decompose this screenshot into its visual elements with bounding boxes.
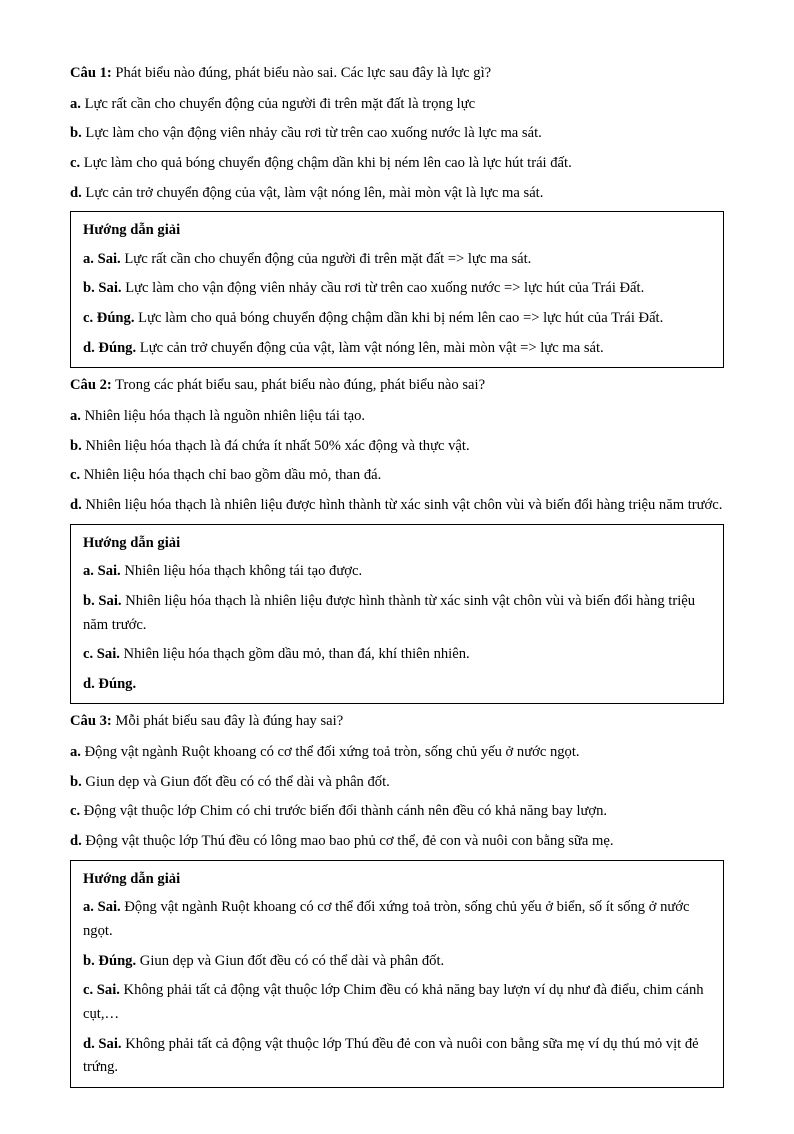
solution-text: Nhiên liệu hóa thạch là nhiên liệu được hình thành từ xác sinh vật chôn vùi và biến đổi hàng triệu năm trước. <box>83 592 696 633</box>
option-text: Động vật ngành Ruột khoang có cơ thể đối xứng toả tròn, sống chủ yếu ở nước ngọt. <box>84 744 580 761</box>
solution-box <box>70 524 724 705</box>
option-text: Giun dẹp và Giun đốt đều có có thể dài và phân đốt. <box>85 773 390 790</box>
question-text: Mỗi phát biểu sau đây là đúng hay sai? <box>115 713 344 730</box>
solution-text: Lực làm cho quả bóng chuyển động chậm dần khi bị ném lên cao => lực hút của Trái Đất. <box>138 310 664 327</box>
question-block <box>70 62 724 368</box>
solution-lead: b. Sai. <box>83 592 122 609</box>
solution-item-d <box>83 673 713 697</box>
solution-text: Không phải tất cả động vật thuộc lớp Chim đều có khả năng bay lượn ví dụ như đà điểu, chim cánh cụt,… <box>83 982 704 1022</box>
question-text: Trong các phát biểu sau, phát biểu nào đúng, phát biểu nào sai? <box>115 377 486 394</box>
option-b <box>70 771 724 795</box>
solution-item-b <box>83 950 713 974</box>
solution-item-d <box>83 1033 713 1080</box>
option-text: Lực làm cho vận động viên nhảy cầu rơi từ trên cao xuống nước là lực ma sát. <box>85 125 542 142</box>
option-text: Nhiên liệu hóa thạch chỉ bao gồm dầu mỏ, than đá. <box>83 467 382 484</box>
question-heading <box>70 62 724 86</box>
solution-title: Hướng dẫn giải <box>83 534 181 551</box>
question-label: Câu 1: <box>70 65 112 81</box>
option-lead: d. <box>70 496 82 513</box>
option-lead: b. <box>70 125 82 142</box>
solution-lead: c. Sai. <box>83 982 120 999</box>
option-d <box>70 182 724 206</box>
option-b <box>70 435 724 459</box>
solution-lead: d. Đúng. <box>83 339 137 356</box>
solution-text: Động vật ngành Ruột khoang có cơ thể đối xứng toả tròn, sống chủ yếu ở biển, số ít sống ở nước ngọt. <box>83 899 690 939</box>
solution-lead: a. Sai. <box>83 899 121 916</box>
solution-title: Hướng dẫn giải <box>83 222 181 239</box>
option-text: Lực rất cần cho chuyển động của người đi trên mặt đất là trọng lực <box>84 95 476 112</box>
solution-item-a <box>83 896 713 943</box>
option-lead: b. <box>70 437 82 454</box>
option-text: Lực làm cho quả bóng chuyển động chậm dần khi bị ném lên cao là lực hút trái đất. <box>83 154 572 171</box>
solution-item-d <box>83 337 713 361</box>
solution-lead: d. Đúng. <box>83 675 137 692</box>
solution-lead: a. Sai. <box>83 563 121 580</box>
option-lead: a. <box>70 408 81 425</box>
solution-item-a <box>83 248 713 272</box>
option-lead: b. <box>70 773 82 790</box>
solution-item-b <box>83 590 713 637</box>
document-body <box>70 62 724 1088</box>
solution-title: Hướng dẫn giải <box>83 870 181 887</box>
solution-box <box>70 860 724 1088</box>
option-text: Nhiên liệu hóa thạch là đá chứa ít nhất 50% xác động và thực vật. <box>85 437 470 454</box>
option-c <box>70 800 724 824</box>
question-text: Phát biểu nào đúng, phát biểu nào sai. Các lực sau đây là lực gì? <box>115 65 492 81</box>
option-text: Nhiên liệu hóa thạch là nhiên liệu được hình thành từ xác sinh vật chôn vùi và biến đổi hàng triệu năm trước. <box>85 496 723 513</box>
solution-box <box>70 211 724 368</box>
option-d <box>70 494 724 518</box>
solution-lead: c. Đúng. <box>83 310 135 327</box>
solution-text: Giun dẹp và Giun đốt đều có có thể dài và phân đốt. <box>139 952 445 969</box>
option-lead: c. <box>70 467 81 484</box>
solution-item-b <box>83 277 713 301</box>
solution-text: Lực cản trở chuyển động của vật, làm vật nóng lên, mài mòn vật => lực ma sát. <box>139 339 604 356</box>
question-block <box>70 710 724 1087</box>
solution-text: Nhiên liệu hóa thạch không tái tạo được. <box>124 563 363 580</box>
option-text: Lực cản trở chuyển động của vật, làm vật nóng lên, mài mòn vật là lực ma sát. <box>85 184 544 201</box>
option-a <box>70 741 724 765</box>
solution-lead: a. Sai. <box>83 250 121 267</box>
solution-item-c <box>83 307 713 331</box>
solution-text: Nhiên liệu hóa thạch gồm dầu mỏ, than đá, khí thiên nhiên. <box>123 646 470 663</box>
option-lead: c. <box>70 154 81 171</box>
option-a <box>70 93 724 117</box>
solution-lead: b. Đúng. <box>83 952 137 969</box>
option-d <box>70 830 724 854</box>
solution-item-c <box>83 643 713 667</box>
option-lead: d. <box>70 184 82 201</box>
question-heading <box>70 710 724 734</box>
question-heading <box>70 374 724 398</box>
solution-text: Lực làm cho vận động viên nhảy cầu rơi từ trên cao xuống nước => lực hút của Trái Đất. <box>125 280 645 297</box>
solution-lead: d. Sai. <box>83 1035 122 1052</box>
solution-lead: c. Sai. <box>83 646 120 663</box>
option-lead: d. <box>70 833 82 850</box>
option-b <box>70 122 724 146</box>
option-text: Động vật thuộc lớp Chim có chi trước biến đổi thành cánh nên đều có khả năng bay lượn. <box>83 803 608 820</box>
option-c <box>70 152 724 176</box>
option-lead: a. <box>70 95 81 112</box>
question-label: Câu 2: <box>70 377 112 394</box>
question-block <box>70 374 724 704</box>
option-a <box>70 405 724 429</box>
solution-item-a <box>83 560 713 584</box>
option-text: Động vật thuộc lớp Thú đều có lông mao bao phủ cơ thể, đẻ con và nuôi con bằng sữa mẹ. <box>85 833 614 850</box>
option-c <box>70 464 724 488</box>
option-lead: a. <box>70 744 81 761</box>
option-lead: c. <box>70 803 81 820</box>
solution-text: Lực rất cần cho chuyển động của người đi trên mặt đất => lực ma sát. <box>124 250 532 267</box>
question-label: Câu 3: <box>70 713 112 730</box>
solution-item-c <box>83 979 713 1026</box>
solution-text: Không phải tất cả động vật thuộc lớp Thú đều đẻ con và nuôi con bằng sữa mẹ ví dụ thú mỏ vịt đẻ trứng. <box>83 1035 699 1076</box>
option-text: Nhiên liệu hóa thạch là nguồn nhiên liệu tái tạo. <box>84 408 366 425</box>
solution-lead: b. Sai. <box>83 280 122 297</box>
